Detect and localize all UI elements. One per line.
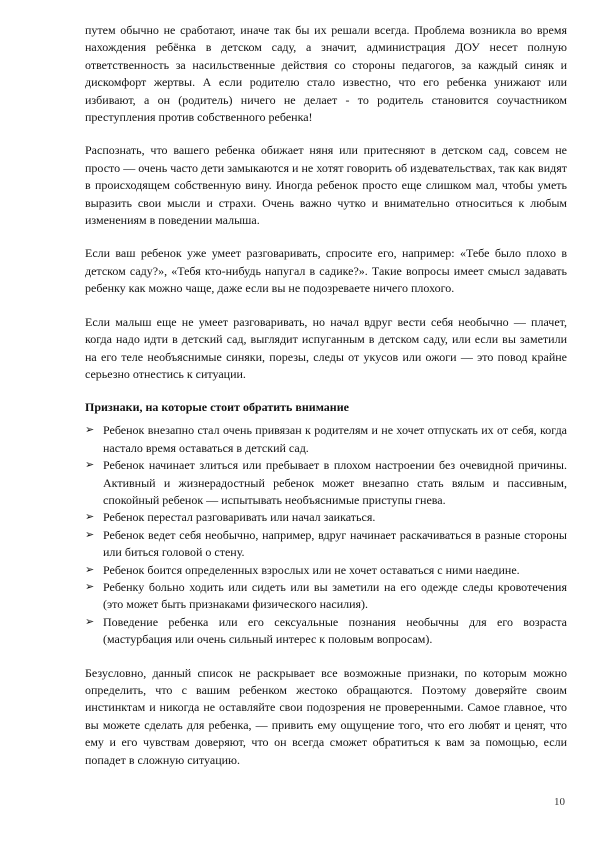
list-item-text: Ребенок боится определенных взрослых или не хочет оставаться с ними наедине. <box>103 562 520 577</box>
list-item <box>85 579 567 614</box>
paragraph-2: Распознать, что вашего ребенка обижает няня или притесняют в детском сад, совсем не просто — очень часто дети замыкаются и не хотят говорить об издевательствах, так как видят в происходящем собственную вину. Иногда ребенок просто еще слишком мал, чтобы уметь выразить свои мысли и страхи. Очень важно чутко и внимательно относиться к любым изменениям в поведении малыша. <box>85 143 567 228</box>
arrow-bullet-icon: ➢ <box>85 511 95 524</box>
list-item-text: Ребенок перестал разговаривать или начал заикаться. <box>103 510 376 525</box>
list-item <box>85 457 567 509</box>
arrow-bullet-icon: ➢ <box>85 528 95 541</box>
arrow-bullet-icon: ➢ <box>85 424 95 437</box>
list-item-text: Ребенку больно ходить или сидеть или вы заметили на его одежде следы кровотечения (это может быть признаками физического насилия). <box>103 579 567 612</box>
list-item-text: Ребенок начинает злиться или пребывает в плохом настроении без очевидной причины. Активный и жизнерадостный ребенок может внезапно стать вялым и пассивным, спокойный ребенок — испытывать необъяснимые приступы гнева. <box>103 458 567 507</box>
paragraph-3: Если ваш ребенок уже умеет разговаривать, спросите его, например: «Тебе было плохо в детском саду?», «Тебя кто-нибудь напугал в садике?». Такие вопросы имеет смысл задавать ребенку как можно чаще, даже если вы не подозреваете ничего плохого. <box>85 246 567 296</box>
arrow-bullet-icon: ➢ <box>85 615 95 628</box>
list-item <box>85 562 567 579</box>
list-item-text: Ребенок ведет себя необычно, например, вдруг начинает раскачиваться в разные стороны или биться головой о стену. <box>103 527 567 560</box>
paragraph-1: путем обычно не сработают, иначе так бы их решали всегда. Проблема возникла во время нахождения ребёнка в детском саду, а значит, администрация ДОУ несет полную ответственность за насильственные действия со стороны педагогов, за каждый синяк и дискомфорт жертвы. А если родителю стало известно, что его ребенка унижают или избивают, а он (родитель) ничего не делает - то родитель становится соучастником преступления против собственного ребенка! <box>85 23 567 125</box>
signs-heading: Признаки, на которые стоит обратить внимание <box>85 400 349 415</box>
list-item <box>85 527 567 562</box>
list-item <box>85 422 567 457</box>
paragraph-4: Если малыш еще не умеет разговаривать, но начал вдруг вести себя необычно — плачет, когда надо идти в детский сад, выглядит испуганным в детском саду, или если вы заметили на его теле необъяснимые синяки, порезы, следы от укусов или ожоги — это повод крайне серьезно отнестись к ситуации. <box>85 314 567 381</box>
page-number: 10 <box>554 796 565 808</box>
signs-list <box>85 422 567 648</box>
arrow-bullet-icon: ➢ <box>85 563 95 576</box>
list-item <box>85 614 567 649</box>
arrow-bullet-icon: ➢ <box>85 459 95 472</box>
list-item <box>85 509 567 526</box>
closing-paragraph: Безусловно, данный список не раскрывает все возможные признаки, по которым можно определить, что с вашим ребенком жестоко обращаются. Поэтому доверяйте своим инстинктам и никогда не оставляйте свои подозрения не проверенными. Самое главное, что вы можете сделать для ребенка, — привить ему ощущение того, что его любят и ценят, что ему и его чувствам доверяют, что он всегда сможет обратиться к вам за помощью, если попадет в сложную ситуацию. <box>85 665 567 767</box>
arrow-bullet-icon: ➢ <box>85 580 95 593</box>
list-item-text: Ребенок внезапно стал очень привязан к родителям и не хочет отпускать их от себя, когда настало время оставаться в детский сад. <box>103 423 567 455</box>
list-item-text: Поведение ребенка или его сексуальные познания необычны для его возраста (мастурбация или очень сильный интерес к половым вопросам). <box>103 614 567 647</box>
page-content <box>85 22 567 769</box>
